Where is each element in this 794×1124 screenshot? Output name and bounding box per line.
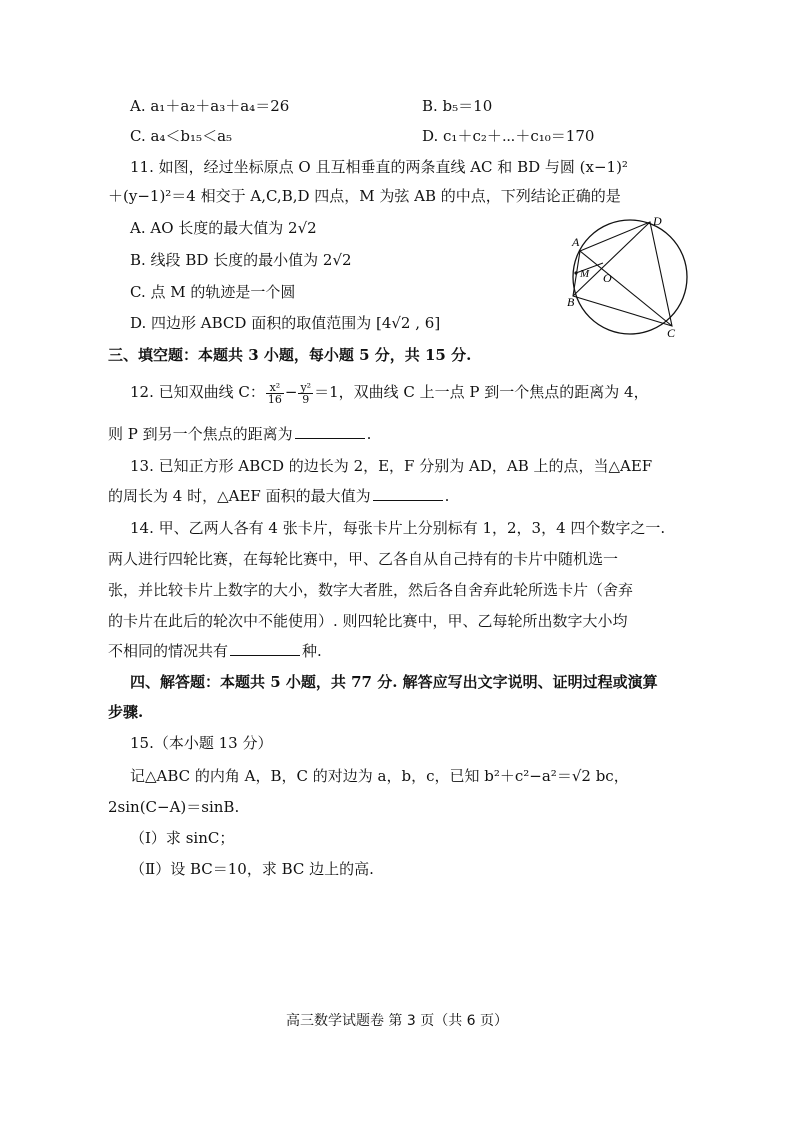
label-o: O [603,271,612,285]
q11-stem-line2: ＋(y−1)²＝4 相交于 A,C,B,D 四点，M 为弦 AB 的中点，下列结论正确的是 [108,187,621,205]
label-m: M [580,268,590,280]
q14-line2: 两人进行四轮比赛，在每轮比赛中，甲、乙各自从自己持有的卡片中随机选一 [108,550,619,568]
q11-option-a: A. AO 长度的最大值为 2√2 [130,219,317,237]
q14-line3: 张，并比较卡片上数字的大小，数字大者胜，然后各自舍弃此轮所选卡片（舍弃 [108,581,634,599]
q14-line4: 的卡片在此后的轮次中不能使用）. 则四轮比赛中，甲、乙每轮所出数字大小均 [108,612,628,630]
q15-part2: （Ⅱ）设 BC＝10，求 BC 边上的高. [130,860,374,878]
q13-line2-suffix: . [444,487,450,505]
q12-frac-x [266,382,284,405]
q12-frac-x-num: x² [266,382,284,394]
q15-title: 15.（本小题 13 分） [130,734,273,752]
q14-line5 [108,641,322,661]
q11-option-c: C. 点 M 的轨迹是一个圆 [130,283,296,301]
q14-line1: 14. 甲、乙两人各有 4 张卡片，每张卡片上分别标有 1，2，3，4 四个数字之一. [130,519,666,537]
q12-answer-blank[interactable] [295,424,365,439]
q12-frac-y [298,382,313,405]
q13-answer-blank[interactable] [373,486,443,501]
section3-heading: 三、填空题：本题共 3 小题，每小题 5 分，共 15 分. [108,346,472,364]
q12-frac-y-num: y² [300,380,312,394]
q11-option-d: D. 四边形 ABCD 面积的取值范围为 [4√2 , 6] [130,314,441,332]
q13-line2 [108,486,449,506]
point-m [574,271,577,274]
q12-suffix: ＝1，双曲线 C 上一点 P 到一个焦点的距离为 4， [314,383,649,401]
section4-heading-line1: 四、解答题：本题共 5 小题，共 77 分. 解答应写出文字说明、证明过程或演算 [130,673,658,691]
q12-prefix: 12. 已知双曲线 C： [130,383,265,401]
q14-answer-blank[interactable] [230,641,300,656]
q11-option-b: B. 线段 BD 长度的最小值为 2√2 [130,251,352,269]
label-a: A [572,235,580,249]
q14-line5-prefix: 不相同的情况共有 [108,642,229,660]
q11-circle-figure [565,215,695,340]
label-b: B [567,295,575,309]
q15-line2: 2sin(C−A)＝sinB. [108,798,240,816]
q12-line2 [108,424,371,444]
q11-stem-line1: 11. 如图，经过坐标原点 O 且互相垂直的两条直线 AC 和 BD 与圆 (x−1)² [130,158,628,176]
q12-line2-suffix: . [366,425,372,443]
q12-frac-x-den: 16 [267,392,282,406]
q12-frac-y-den: 9 [302,392,310,406]
q12-line2-prefix: 则 P 到另一个焦点的距离为 [108,425,293,443]
page-footer: 高三数学试题卷 第 3 页（共 6 页） [285,1013,509,1029]
section4-heading-line2: 步骤. [108,703,144,721]
q10-option-b: B. b₅＝10 [422,97,493,115]
q13-line1: 13. 已知正方形 ABCD 的边长为 2，E，F 分别为 AD，AB 上的点，当△AEF [130,457,653,475]
label-c: C [667,326,676,340]
q14-line5-suffix: 种. [302,642,322,660]
q12-minus: − [284,383,298,401]
q15-line1: 记△ABC 的内角 A，B，C 的对边为 a，b，c，已知 b²＋c²−a²＝√2 bc， [130,767,629,785]
label-d: D [653,215,662,228]
q10-option-d: D. c₁＋c₂＋⋯＋c₁₀＝170 [422,127,595,145]
q10-option-a: A. a₁＋a₂＋a₃＋a₄＝26 [130,97,290,115]
q10-option-c: C. a₄＜b₁₅＜a₅ [130,127,233,145]
q13-line2-prefix: 的周长为 4 时，△AEF 面积的最大值为 [108,487,371,505]
q15-part1: （Ⅰ）求 sinC； [130,829,235,847]
q12-line1 [130,380,649,405]
